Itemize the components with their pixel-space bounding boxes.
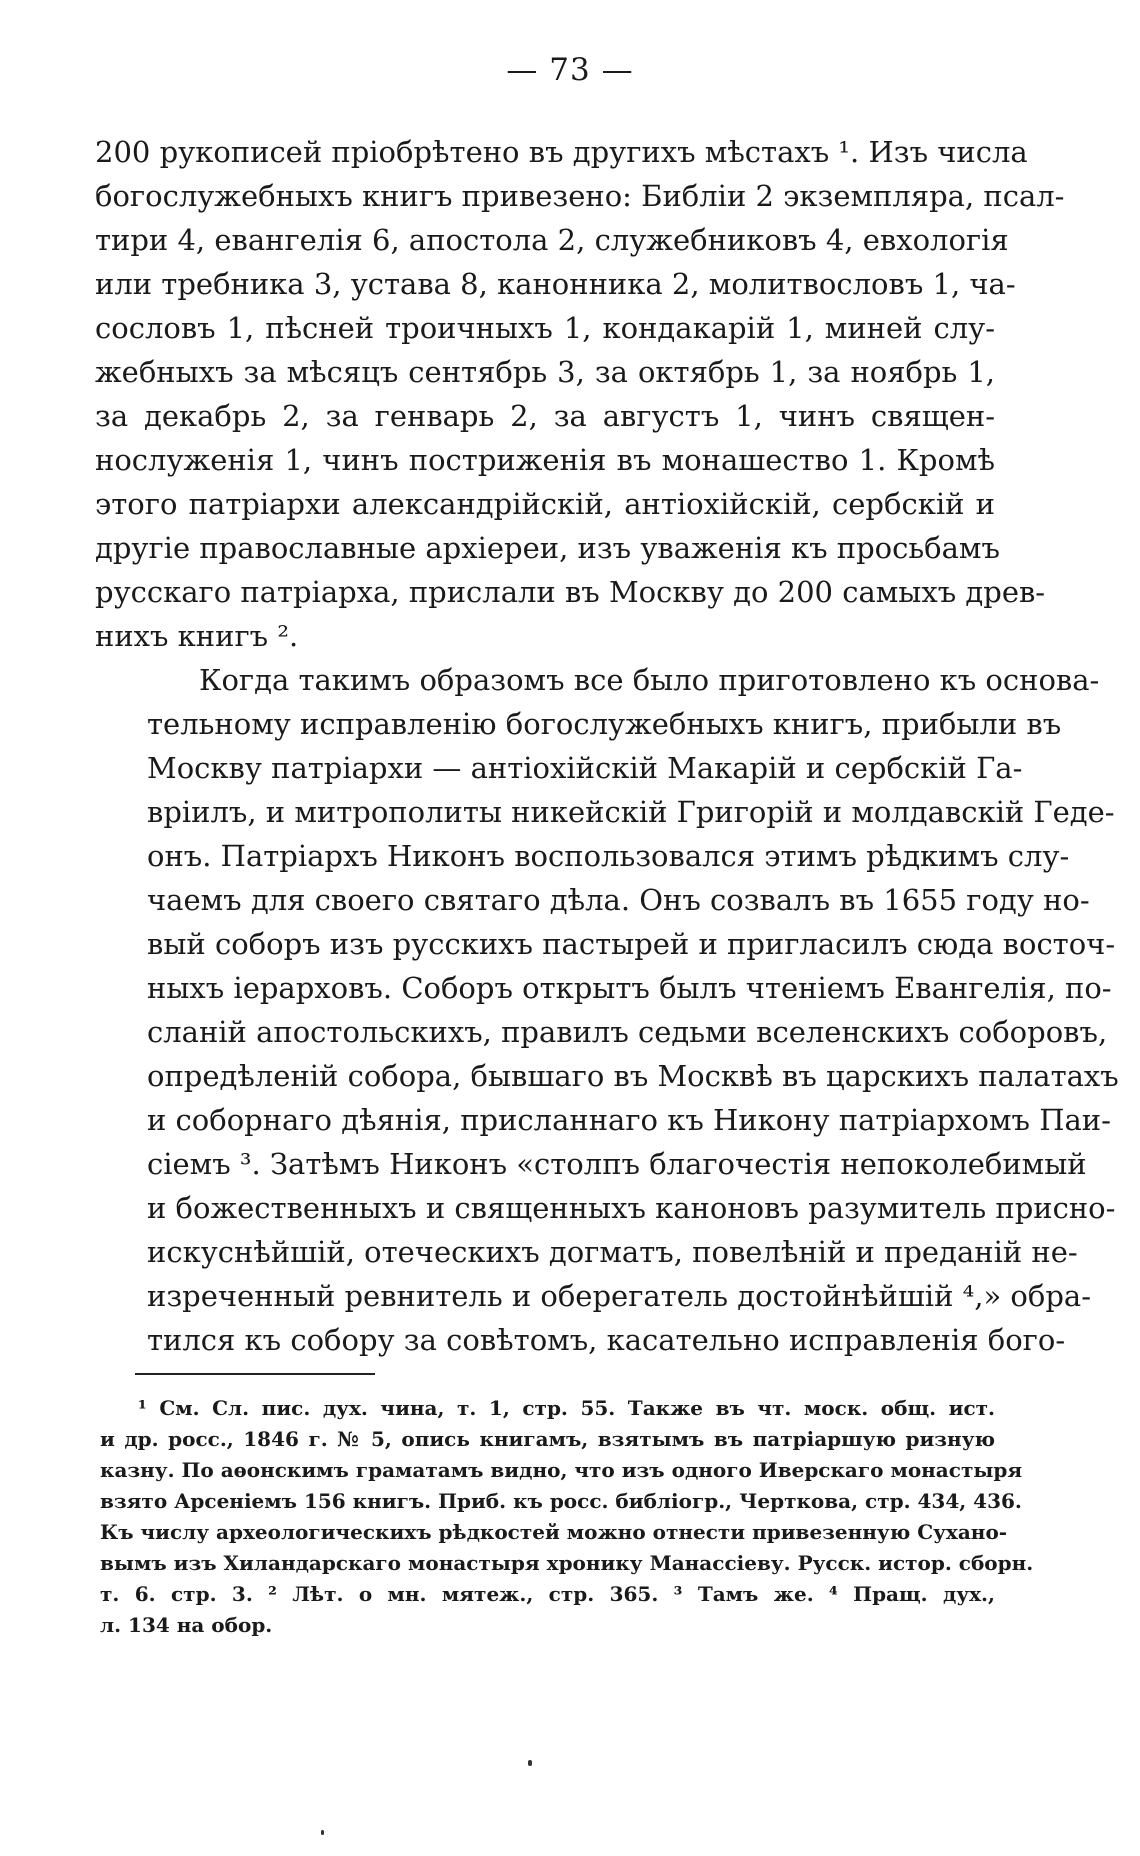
footnote-line: и др. росс., 1846 г. № 5, опись книгамъ, взятымъ въ патріаршую ризную bbox=[100, 1427, 995, 1451]
page-number: — 73 — bbox=[506, 52, 634, 88]
text-line: сословъ 1, пѣсней троичныхъ 1, кондакарій 1, миней слу- bbox=[95, 311, 995, 345]
paragraph-1 bbox=[95, 130, 1065, 658]
text-line: нихъ книгъ ². bbox=[95, 619, 299, 653]
text-line: за декабрь 2, за генварь 2, за августъ 1, чинъ священ- bbox=[95, 399, 995, 433]
main-text bbox=[95, 130, 1119, 1362]
text-line: сіемъ ³. Затѣмъ Никонъ «столпъ благочестія непоколебимый bbox=[147, 1147, 1087, 1181]
text-line: тельному исправленію богослужебныхъ книгъ, прибыли въ bbox=[147, 707, 1062, 741]
footnote-line: Къ числу археологическихъ рѣдкостей можно отнести привезенную Сухано- bbox=[100, 1520, 1008, 1544]
text-line: вый соборъ изъ русскихъ пастырей и пригласилъ сюда восточ- bbox=[147, 927, 1116, 961]
footnote-line: взято Арсеніемъ 156 книгъ. Приб. къ росс. библіогр., Черткова, стр. 434, 436. bbox=[100, 1489, 1022, 1513]
text-line: искуснѣйшій, отеческихъ догматъ, повелѣній и преданій не- bbox=[147, 1235, 1078, 1269]
text-line: Когда такимъ образомъ все было приготовлено къ основа- bbox=[199, 663, 1100, 697]
text-line: тился къ собору за совѣтомъ, касательно исправленія бого- bbox=[147, 1323, 1066, 1357]
footnote-line: т. 6. стр. 3. ² Лѣт. о мн. мятеж., стр. 365. ³ Тамъ же. ⁴ Пращ. дух., bbox=[100, 1582, 995, 1606]
footnote-divider bbox=[135, 1373, 375, 1375]
text-line: жебныхъ за мѣсяцъ сентябрь 3, за октябрь 1, за ноябрь 1, bbox=[95, 355, 995, 389]
ink-speck bbox=[321, 1830, 324, 1835]
text-line: нослуженія 1, чинъ постриженія въ монашество 1. Кромѣ bbox=[95, 443, 995, 477]
text-line: изреченный ревнитель и оберегатель достойнѣйшій ⁴,» обра- bbox=[147, 1279, 1092, 1313]
text-line: или требника 3, устава 8, канонника 2, молитвословъ 1, ча- bbox=[95, 267, 1016, 301]
text-line: и божественныхъ и священныхъ каноновъ разумитель присно- bbox=[147, 1191, 1116, 1225]
footnote-line: казну. По аѳонскимъ граматамъ видно, что изъ одного Иверскаго монастыря bbox=[100, 1458, 1023, 1482]
text-line: ныхъ іерарховъ. Соборъ открытъ былъ чтеніемъ Евангелія, по- bbox=[147, 971, 1112, 1005]
text-line: 200 рукописей пріобрѣтено въ другихъ мѣстахъ ¹. Изъ числа bbox=[95, 135, 1028, 169]
text-line: опредѣленій собора, бывшаго въ Москвѣ въ царскихъ палатахъ bbox=[147, 1059, 1119, 1093]
text-line: чаемъ для своего святаго дѣла. Онъ созвалъ въ 1655 году но- bbox=[147, 883, 1090, 917]
footnote-line: л. 134 на обор. bbox=[100, 1613, 273, 1637]
text-line: сланій апостольскихъ, правилъ седьми вселенскихъ соборовъ, bbox=[147, 1015, 1108, 1049]
text-line: тири 4, евангелія 6, апостола 2, служебниковъ 4, евхологія bbox=[95, 223, 1009, 257]
text-line: другіе православные архіереи, изъ уваженія къ просьбамъ bbox=[95, 531, 1000, 565]
text-line: онъ. Патріархъ Никонъ воспользовался этимъ рѣдкимъ слу- bbox=[147, 839, 1070, 873]
footnote-line: ¹ См. Сл. пис. дух. чина, т. 1, стр. 55. Также въ чт. моск. общ. ист. bbox=[138, 1396, 995, 1420]
footnotes bbox=[100, 1393, 1034, 1641]
text-line: русскаго патріарха, прислали въ Москву до 200 самыхъ древ- bbox=[95, 575, 1046, 609]
text-line: Москву патріархи — антіохійскій Макарій и сербскій Га- bbox=[147, 751, 1023, 785]
footnote-line: вымъ изъ Хиландарскаго монастыря хронику Манассіеву. Русск. истор. сборн. bbox=[100, 1551, 1034, 1575]
paragraph-2 bbox=[95, 658, 1119, 1362]
text-line: вріилъ, и митрополиты никейскій Григорій и молдавскій Геде- bbox=[147, 795, 1115, 829]
ink-speck bbox=[528, 1760, 532, 1766]
text-line: и соборнаго дѣянія, присланнаго къ Никону патріархомъ Паи- bbox=[147, 1103, 1111, 1137]
text-line: богослужебныхъ книгъ привезено: Библіи 2 экземпляра, псал- bbox=[95, 179, 1065, 213]
text-line: этого патріархи александрійскій, антіохійскій, сербскій и bbox=[95, 487, 995, 521]
